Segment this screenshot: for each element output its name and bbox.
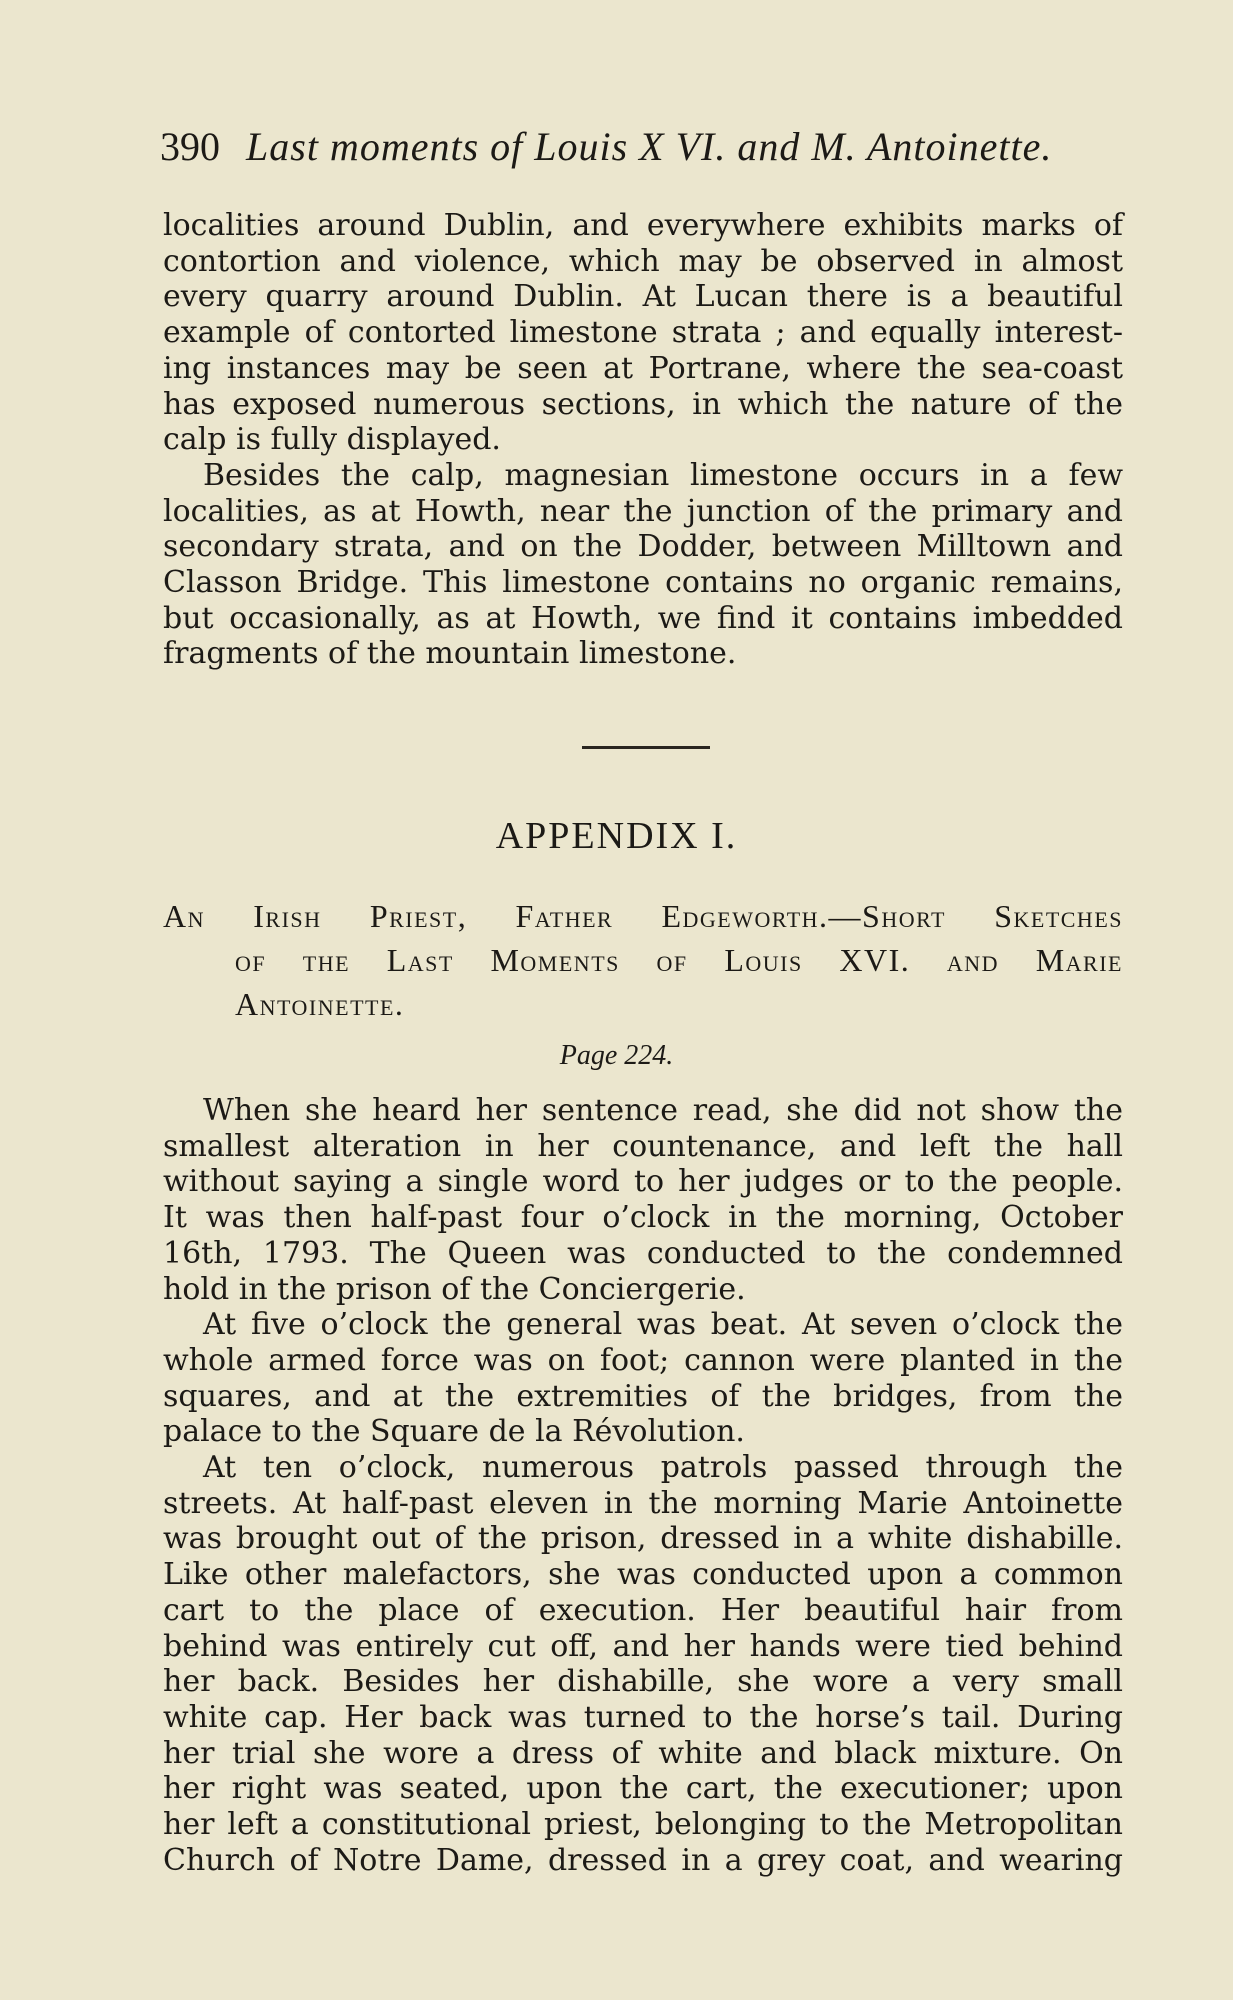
text-line: white cap. Her back was turned to the horse’s tail. During <box>163 1699 1123 1735</box>
text-line: smallest alteration in her countenance, and left the hall <box>163 1128 1123 1164</box>
text-line: 16th, 1793. The Queen was conducted to the condemned <box>163 1235 1123 1271</box>
text-line: her left a constitutional priest, belonging to the Metropolitan <box>163 1807 1123 1843</box>
page-reference: Page 224. <box>559 1040 674 1071</box>
text-line: her back. Besides her dishabille, she wore a very small <box>163 1664 1123 1700</box>
text-line: ing instances may be seen at Portrane, where the sea-coast <box>163 350 1123 386</box>
appendix-subheading <box>163 894 1123 1026</box>
text-line: At five o’clock the general was beat. At seven o’clock the <box>203 1307 1123 1343</box>
top-text-block <box>163 208 1123 672</box>
text-line: secondary strata, and on the Dodder, between Milltown and <box>163 529 1123 565</box>
subheading-line: Antoinette. <box>235 986 405 1022</box>
text-line: hold in the prison of the Conciergerie. <box>163 1271 746 1307</box>
text-line: her right was seated, upon the cart, the executioner; upon <box>163 1771 1123 1807</box>
text-line: without saying a single word to her judges or to the people. <box>163 1164 1123 1200</box>
text-line: palace to the Square de la Révolution. <box>163 1414 745 1450</box>
text-line: squares, and at the extremities of the bridges, from the <box>163 1378 1123 1414</box>
text-line: localities, as at Howth, near the junction of the primary and <box>163 493 1123 529</box>
subheading-line: of the Last Moments of Louis XVI. and Marie <box>235 942 1123 978</box>
running-head: Last moments of Louis X VI. and M. Antoinette. <box>246 124 1053 169</box>
text-line: whole armed force was on foot; cannon were planted in the <box>163 1342 1123 1378</box>
text-line: but occasionally, as at Howth, we find it contains imbedded <box>163 600 1123 636</box>
text-line: contortion and violence, which may be observed in almost <box>163 243 1123 279</box>
appendix-title: APPENDIX I. <box>495 815 738 857</box>
text-line: behind was entirely cut off, and her hands were tied behind <box>163 1628 1123 1664</box>
text-line: Classon Bridge. This limestone contains no organic remains, <box>163 565 1123 601</box>
text-line: every quarry around Dublin. At Lucan there is a beautiful <box>163 279 1123 315</box>
text-line: Church of Notre Dame, dressed in a grey coat, and wearing <box>163 1842 1123 1878</box>
text-line: At ten o’clock, numerous patrols passed through the <box>203 1450 1123 1486</box>
text-line: cart to the place of execution. Her beautiful hair from <box>163 1592 1123 1628</box>
text-line: has exposed numerous sections, in which the nature of the <box>163 386 1123 422</box>
section-divider <box>582 746 710 749</box>
page-number: 390 <box>160 124 220 169</box>
text-line: was brought out of the prison, dressed in a white dishabille. <box>163 1521 1123 1557</box>
text-line: When she heard her sentence read, she did not show the <box>203 1093 1123 1128</box>
text-line: calp is fully displayed. <box>163 422 501 458</box>
text-line: example of contorted limestone strata ; and equally interest- <box>163 315 1123 351</box>
body-text-block <box>163 1093 1123 1878</box>
text-line: Besides the calp, magnesian limestone occurs in a few <box>203 457 1123 493</box>
page-header <box>160 122 1125 172</box>
text-line: her trial she wore a dress of white and black mixture. On <box>163 1735 1123 1771</box>
text-line: Like other malefactors, she was conducted upon a common <box>163 1557 1123 1593</box>
subheading-line: An Irish Priest, Father Edgeworth.—Short Sketches <box>163 898 1123 934</box>
text-line: localities around Dublin, and everywhere exhibits marks of <box>163 208 1123 243</box>
text-line: streets. At half-past eleven in the morning Marie Antoinette <box>163 1485 1123 1521</box>
text-line: fragments of the mountain limestone. <box>163 636 737 672</box>
text-line: It was then half-past four o’clock in the morning, October <box>163 1200 1123 1236</box>
